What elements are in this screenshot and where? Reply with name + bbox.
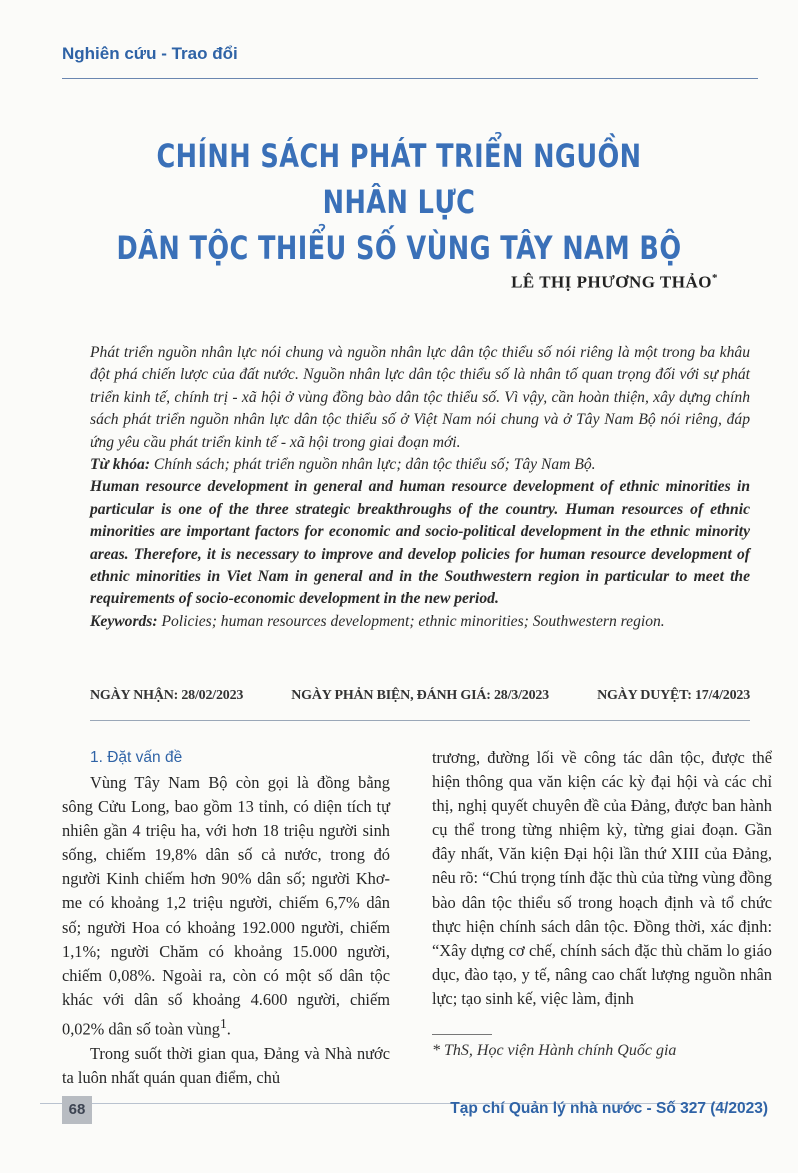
paragraph-2-start: Trong suốt thời gian qua, Đảng và Nhà nước ta luôn nhất quán quan điểm, chủ <box>62 1043 390 1087</box>
keywords-en-label: Keywords: <box>90 612 158 630</box>
keywords-vietnamese <box>90 454 750 476</box>
article-title <box>112 133 686 271</box>
author-footnote-mark: * <box>712 272 718 284</box>
abstract-block <box>90 342 750 633</box>
date-approved: NGÀY DUYỆT: 17/4/2023 <box>597 688 750 703</box>
footnote-ref-1: 1 <box>219 1015 227 1031</box>
author-name-text: LÊ THỊ PHƯƠNG THẢO <box>511 272 712 292</box>
author-footnote: * ThS, Học viện Hành chính Quốc gia <box>432 1042 677 1059</box>
header-divider <box>62 78 758 79</box>
title-line-2: DÂN TỘC THIỂU SỐ VÙNG TÂY NAM BỘ <box>116 229 682 267</box>
page-number: 68 <box>62 1096 92 1124</box>
paragraph-1-end: . <box>226 1019 231 1039</box>
dates-divider <box>90 720 750 721</box>
journal-name: Tạp chí Quản lý nhà nước - Số 327 (4/2023) <box>450 1100 768 1117</box>
paragraph-2-continued: trương, đường lối về công tác dân tộc, được thể hiện thông qua văn kiện các kỳ đại hội và các chỉ thị, nghị quyết chuyên đề của Đảng, được ban hành cụ thể trong từng nhiệm kỳ, từng giai đoạn. Gần đây nhất, Văn kiện Đại hội lần thứ XIII của Đảng, nêu rõ: “Chú trọng tính đặc thù của từng vùng đồng bào dân tộc thiểu số trong hoạch định và tổ chức thực hiện chính sách dân tộc. Đồng thời, xác định: “Xây dựng cơ chế, chính sách đặc thù chăm lo giáo dục, đào tạo, y tế, nâng cao chất lượng nguồn nhân lực; tạo sinh kế, việc làm, định <box>432 748 772 1008</box>
date-received: NGÀY NHẬN: 28/02/2023 <box>90 688 244 703</box>
article-dates <box>90 688 750 704</box>
keywords-vi-label: Từ khóa: <box>90 456 151 474</box>
date-reviewed: NGÀY PHẢN BIỆN, ĐÁNH GIÁ: 28/3/2023 <box>291 688 549 703</box>
paragraph-1-text: Vùng Tây Nam Bộ còn gọi là đồng bằng sông Cửu Long, bao gồm 13 tỉnh, có diện tích tự nhiên gần 4 triệu ha, với hơn 18 triệu người sinh sống, chiếm 19,8% dân số cả nước, trong đó người Kinh chiếm hơn 90% dân số; người Khơ-me có khoảng 1,2 triệu người, chiếm 6,7% dân số; người Hoa có khoảng 192.000 người, chiếm 1,1%; người Chăm có khoảng 15.000 người, chiếm 0,08%. Ngoài ra, còn có một số dân tộc khác với dân số khoảng 4.600 người, chiếm 0,02% dân số toàn vùng <box>62 773 390 1039</box>
body-column-left <box>62 746 390 1090</box>
body-column-right <box>432 746 772 1011</box>
title-line-1: CHÍNH SÁCH PHÁT TRIỂN NGUỒN NHÂN LỰC <box>156 137 642 221</box>
keywords-en-text: Policies; human resources development; ethnic minorities; Southwestern region. <box>157 612 665 630</box>
footnote-divider <box>432 1034 492 1035</box>
author-name <box>511 272 718 293</box>
section-header: Nghiên cứu - Trao đổi <box>62 44 238 63</box>
abstract-english: Human resource development in general and human resource development of ethnic minorities in particular is one of the three strategic breakthroughs of the country. Human resources of ethnic minorities are important factors for economic and socio-political development in the ethnic minority areas. Therefore, it is necessary to improve and develop policies for human resource development of ethnic minorities in Viet Nam in general and in the Southwestern region in particular to meet the requirements of socio-economic development in the new period. <box>90 478 750 608</box>
section-heading: 1. Đặt vấn đề <box>90 749 183 766</box>
abstract-vietnamese: Phát triển nguồn nhân lực nói chung và nguồn nhân lực dân tộc thiểu số nói riêng là một trong ba khâu đột phá chiến lược của đất nước. Nguồn nhân lực dân tộc thiểu số là nhân tố quan trọng đối với sự phát triển kinh tế, chính trị - xã hội ở vùng đồng bào dân tộc thiểu số. Vì vậy, cần hoàn thiện, xây dựng chính sách phát triển nguồn nhân lực dân tộc thiểu số ở Việt Nam nói chung và ở Tây Nam Bộ nói riêng, đáp ứng yêu cầu phát triển kinh tế - xã hội trong giai đoạn mới. <box>90 344 750 451</box>
paragraph-1 <box>62 771 390 1042</box>
keywords-vi-text: Chính sách; phát triển nguồn nhân lực; dân tộc thiểu số; Tây Nam Bộ. <box>150 456 596 474</box>
keywords-english <box>90 611 750 633</box>
